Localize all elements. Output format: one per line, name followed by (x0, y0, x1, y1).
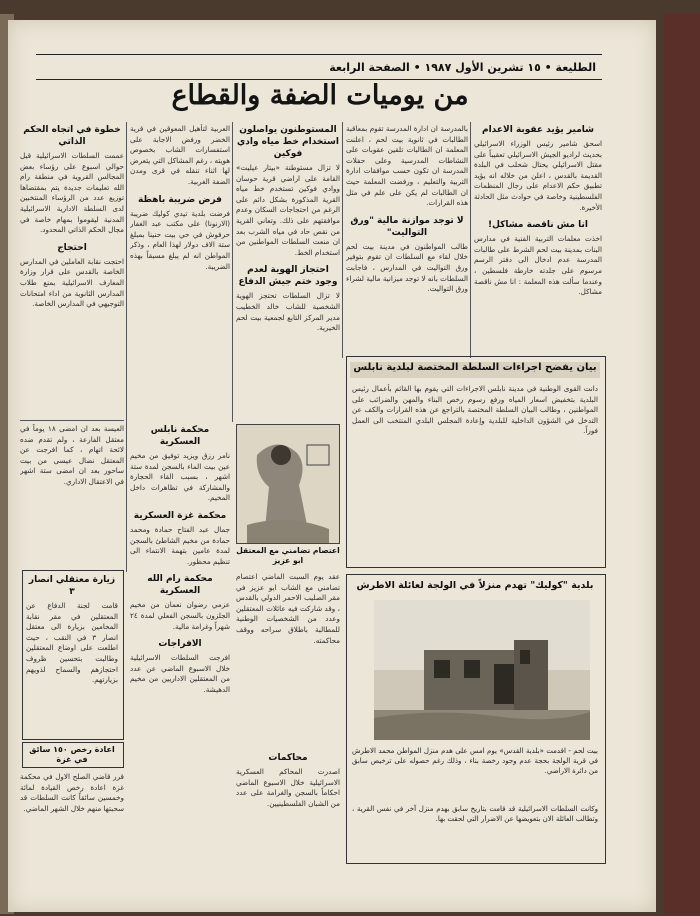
article-column-5 (20, 124, 124, 420)
court-heading: محكمة رام الله العسكرية (147, 574, 213, 597)
article-body: العربية لتأهيل المعوقين في قرية الخضر ورفض الاجابة على استفسارات الشاب بخصوص هويته ، رغم المشاكل التي يتعرض لها اثناء تنقله في قرى ومدن الضفة الغربية. (130, 124, 230, 186)
article-body: فرضت بلدية تيدي كوليك ضريبة (الارنونا) على مكتب عبد الغفار حرفوش في حي بيت حنينا بمبلغ ستة الاف دولار لهذا العام ، وذكر المواطن انه لم يبلغ مسبقاً بهذه الضريبة. (130, 208, 230, 271)
convictions-heading: محاكمات (268, 753, 308, 763)
releases-heading: الافراجات (158, 639, 202, 650)
nablus-headline: بيان يفضح اجراءات السلطة المختصة لبلدية نابلس (350, 362, 600, 378)
article-body: بالمدرسة ان ادارة المدرسة تقوم بمعاقبة الطالبات في ثانوية بيت لحم ، اعلنت المعلمة ان الطالبات تلقين عقوبات على النشاطات المدرسية وعلى حفلات المدرسة ان تكون حسب موافقات ادارة التربية والتعليم ، ورفضت المعلمة حيث ان الطالبات لم يكن على علم في مثل هذه القرارات. (346, 124, 468, 208)
article-headline: خطوة في اتجاه الحكم الذاتي (23, 125, 121, 147)
sketch-caption: اعتصام تضامني مع المعتقل ابو عزيز (236, 546, 340, 565)
binder-edge-right (664, 14, 700, 914)
article-subheadline: انا مش ناقصة مشاكل! (488, 220, 588, 231)
column-rule (126, 122, 127, 572)
kolek-body: وكانت السلطات الاسرائيلية قد قامت بتاريخ سابق بهدم منزل آخر في نفس القرية ، وتطالب العائلة الان بتعويضها عن الاضرار التي لحقت بها. (352, 805, 598, 823)
article-subheadline: احتجاز الهوية لعدم وجود ختم جيش الدفاع (238, 265, 338, 288)
article-body: اخذت معلمات التربية الفنية في مدارس البنات بمدينة بيت لحم الشرط على طالبات المدرسة عدم ادخال الى دفتر الرسم مرسوم على جلدته خارطة فلسطين ، وعندما سألت هذه المعلمة : انا مش ناقصة مشاكل. (474, 234, 602, 297)
court-body: جمال عبد الفتاح حمادة ومحمد حمادة من مخيم الشاطئ بالسجن لمدة عامين بتهمة الانتماء الى تنظيم محظور. (130, 524, 230, 566)
article-body: لا تزال مستوطنة «بيتار عيليت» القامة على اراضي قرية حوسان ووادي فوكين تستخدم خط مياه القرية المذكورة بشكل دائم على الرغم من احتجاجات السكان وعدم موافقتهم على ذلك. وتعاني القرية من نقص حاد في مياه الشرب بعد ان منعت السلطات المواطنين من استخدام الخط. (236, 163, 340, 257)
demolished-house-photo (374, 600, 590, 740)
court-body: نامر رزق ويزيد توفيق من مخيم عين بيت الماء بالسجن لمدة ستة اشهر ، بسبب القاء الحجارة والمشاركة في تظاهرات داخل المخيم. (130, 451, 230, 503)
page-banner-title: من يوميات الضفة والقطاع (171, 80, 469, 111)
drivers-body: قرر قاضي الصلح الاول في محكمة غزة اعادة رخص القيادة لمائة وخمسين سائقاً كانت السلطات قد سحبتها منهم خلال الشهر الماضي. (20, 772, 124, 813)
nablus-article-body: دانت القوى الوطنية في مدينة نابلس الاجراءات التي يقوم بها القائم بأعمال رئيس البلدية بتخفيض اسعار المياه ورفع رسوم رخص البناء والمهن والضرائب على المواطنين ، وطالب البيان السلطة المختصة بالتراجع عن هذه القرارات والكف عن التدخل في الشؤون الداخلية للبلدية وإعادة المجلس البلدي المنتخب الى العمل فوراً. (352, 384, 598, 436)
court-heading: محكمة نابلس العسكرية (150, 425, 210, 447)
issue-header (36, 54, 602, 80)
visit-body: قامت لجنة الدفاع عن المعتقلين في مقر نقابة المحامين بزيارة الى معتقل انصار ٣ في النقب ، حيث اطلعت على اوضاع المعتقلين وطالبت بتحسين ظروف احتجازهم والسماح لذويهم بزيارتهم. (26, 601, 118, 685)
column-rule (232, 122, 233, 422)
article-body: عممت السلطات الاسرائيلية قبل حوالي اسبوع على رؤساء بعض المجالس القروية في منطقة رام الله تعليمات جديدة يتم بمقتضاها توزيع عدد من الرؤساء المنتخبين لدى السلطة الادارية الاسرائيلية المدنية ليقوموا بمهام خاصة في مجال الحكم الذاتي المحدود. (20, 151, 124, 235)
article-headline: شامير يؤيد عقوبة الاعدام (482, 125, 594, 135)
article-body: احتجت نقابة العاملين في المدارس الخاصة بالقدس على قرار وزارة المعارف الاسرائيلية بمنع طلاب المدارس الثانوية من اداء امتحانات التوجيهي في المدارس الخاصة. (20, 256, 124, 309)
article-protest-body: عقد يوم السبت الماضي اعتصام تضامني مع الشاب ابو عزيز في مقر الصليب الاحمر الدولي بالقدس ، وقد شاركت فيه عائلات المعتقلين وعدد من الشخصيات الوطنية للمطالبة باطلاق سراحه ووقف محاكمته. (236, 572, 340, 645)
visit-heading: زيارة معتقلي انصار ٣ (28, 575, 116, 597)
article-headline: المستوطنون يواصلون استخدام خط مياه وادي فوكين (237, 125, 339, 159)
article-column-1 (474, 124, 602, 356)
kolek-headline: بلدية "كوليك" تهدم منزلاً في الولجة لعائلة الاطرش (356, 580, 594, 591)
column-rule (470, 122, 471, 358)
issue-line: الطليعة • ١٥ تشرين الأول ١٩٨٧ • الصفحة الرابعة (329, 60, 596, 74)
section-divider (20, 420, 124, 421)
article-column-4 (130, 124, 230, 420)
convictions-body: اصدرت المحاكم العسكرية الاسرائيلية خلال الاسبوع الماضي احكاماً بالسجن والغرامة على عدد من الشبان الفلسطينيين. (236, 767, 340, 808)
convictions-column (236, 752, 340, 862)
article-body: لا تزال السلطات تحتجز الهوية الشخصية للشاب خالد الخطيب مدير المركز التابع لجمعية بيت لحم الخيرية. (236, 291, 340, 333)
release-article: العيسة بعد ان امضى ١٨ يوماً في معتقل الفارعة ، ولم تقدم ضده لائحة اتهام ، كما افرجت عن المعتقل نضال عيسى من بيت ساحور بعد ان امضى ستة اشهر في الاعتقال الاداري. (20, 424, 124, 486)
visit-article (26, 574, 118, 736)
article-subheadline: احتجاج (57, 242, 87, 253)
releases-body: افرجت السلطات الاسرائيلية خلال الاسبوع الماضي عن عدد من المعتقلين الاداريين من مخيم الدهيشة. (130, 653, 230, 694)
kolek-caption: بيت لحم - اقدمت «بلدية القدس» يوم امس على هدم منزل المواطن محمد الاطرش في قرية الولجة بحجة عدم وجود رخصة بناء ، وذلك رغم حصوله على ترخيص سابق من دائرة الاراضي. (352, 747, 598, 775)
article-body: طالب المواطنون في مدينة بيت لحم خلال لقاء مع السلطات ان تقوم بتوفير ورق التواليت في المدارس ، فاجابت السلطات بانه لا توجد ميزانية مالية لشراء ورق التواليت. (346, 241, 468, 294)
article-body: اسحق شامير رئيس الوزراء الاسرائيلي بحديث لراديو الجيش الاسرائيلي تعقيباً على مقتل الاسرائيلي يحتال شحلب في البلدة القديمة بالقدس ، اعلن من خلاله انه يؤيد تطبيق حكم الاعدام على رجال المنظمات الفلسطينية وخاصة في حوادث مثل الحادثة الأخيرة. (474, 139, 602, 212)
courts-column (130, 424, 230, 844)
article-subheadline: لا توجد موازنة مالية "ورق التواليت" (350, 215, 464, 238)
article-column-2 (346, 124, 468, 356)
drivers-heading: اعادة رخص ١٥٠ سائق في غزة (29, 745, 115, 764)
court-body: عزمي رضوان نعمان من مخيم الجلزون بالسجن الفعلي لمدة ٢٤ شهراً وغرامة مالية. (130, 600, 230, 631)
article-column-3 (236, 124, 340, 420)
column-rule (342, 122, 343, 358)
article-subheadline: فرض ضريبة باهظة (138, 194, 222, 205)
court-heading: محكمة غزة العسكرية (133, 510, 227, 521)
sketch-illustration (236, 424, 340, 544)
